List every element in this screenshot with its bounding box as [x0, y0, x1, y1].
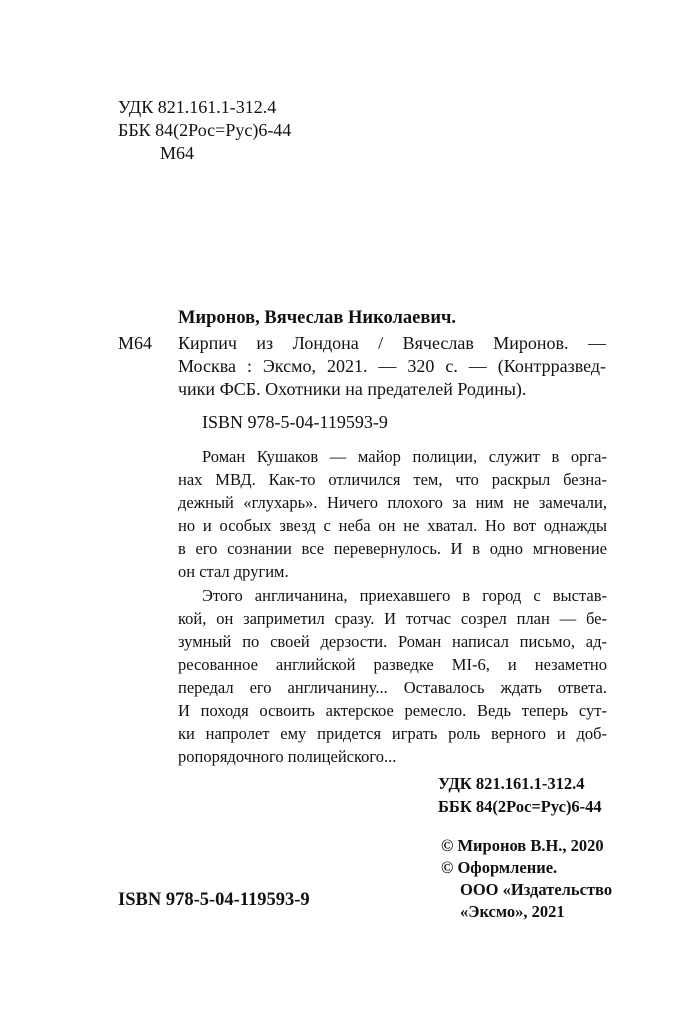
description-line-3: чики ФСБ. Охотники на предателей Родины). — [178, 379, 527, 399]
isbn-bottom: ISBN 978-5-04-119593-9 — [118, 890, 310, 910]
isbn-catalog: ISBN 978-5-04-119593-9 — [202, 412, 388, 432]
annotation-p2-line-5: передал его англичанину... Оставалось ждать ответа. — [178, 678, 607, 697]
publisher-line-1: ООО «Издательство — [460, 880, 613, 899]
copyright-design: © Оформление. — [441, 858, 558, 877]
udk-code-right: УДК 821.161.1-312.4 — [438, 774, 585, 793]
annotation-p1-line-5: в его сознании все перевернулось. И в одно мгновение — [178, 539, 607, 558]
description-line-2: Москва : Эксмо, 2021. — 320 с. — (Контрразвед- — [178, 356, 606, 376]
author-mark-top: М64 — [160, 143, 195, 163]
annotation-p2-line-4: ресованное английской разведке MI-6, и незаметно — [178, 655, 607, 674]
annotation-p1-line-4: но и особых звезд с неба он не хватал. Но вот однажды — [178, 516, 607, 535]
author-heading: Миронов, Вячеслав Николаевич. — [178, 308, 457, 328]
annotation-p1-line-2: нах МВД. Как-то отличился тем, что раскрыл безна- — [178, 470, 607, 489]
annotation-p1-line-1: Роман Кушаков — майор полиции, служит в орга- — [202, 447, 607, 466]
annotation-p2-line-2: кой, он заприметил сразу. И тотчас созрел план — бе- — [178, 609, 607, 628]
annotation-p2-line-6: И походя освоить актерское ремесло. Ведь теперь сут- — [178, 701, 607, 720]
annotation-p1-line-6: он стал другим. — [178, 562, 289, 581]
annotation-p2-line-3: зумный по своей дерзости. Роман написал письмо, ад- — [178, 632, 607, 651]
author-mark-catalog: М64 — [118, 333, 153, 353]
bbk-code-top: ББК 84(2Рос=Рус)6-44 — [118, 120, 292, 140]
annotation-p2-line-8: ропорядочного полицейского... — [178, 747, 397, 766]
description-line-1: Кирпич из Лондона / Вячеслав Миронов. — — [178, 333, 606, 353]
annotation-p2-line-7: ки напролет ему придется играть роль верного и доб- — [178, 724, 607, 743]
bbk-code-right: ББК 84(2Рос=Рус)6-44 — [438, 797, 602, 816]
annotation-p1-line-3: дежный «глухарь». Ничего плохого за ним не замечали, — [178, 493, 607, 512]
copyright-author: © Миронов В.Н., 2020 — [441, 836, 604, 855]
annotation-p2-line-1: Этого англичанина, приехавшего в город с выстав- — [202, 586, 607, 605]
publisher-line-2: «Эксмо», 2021 — [460, 902, 565, 921]
udk-code-top: УДК 821.161.1-312.4 — [118, 97, 277, 117]
